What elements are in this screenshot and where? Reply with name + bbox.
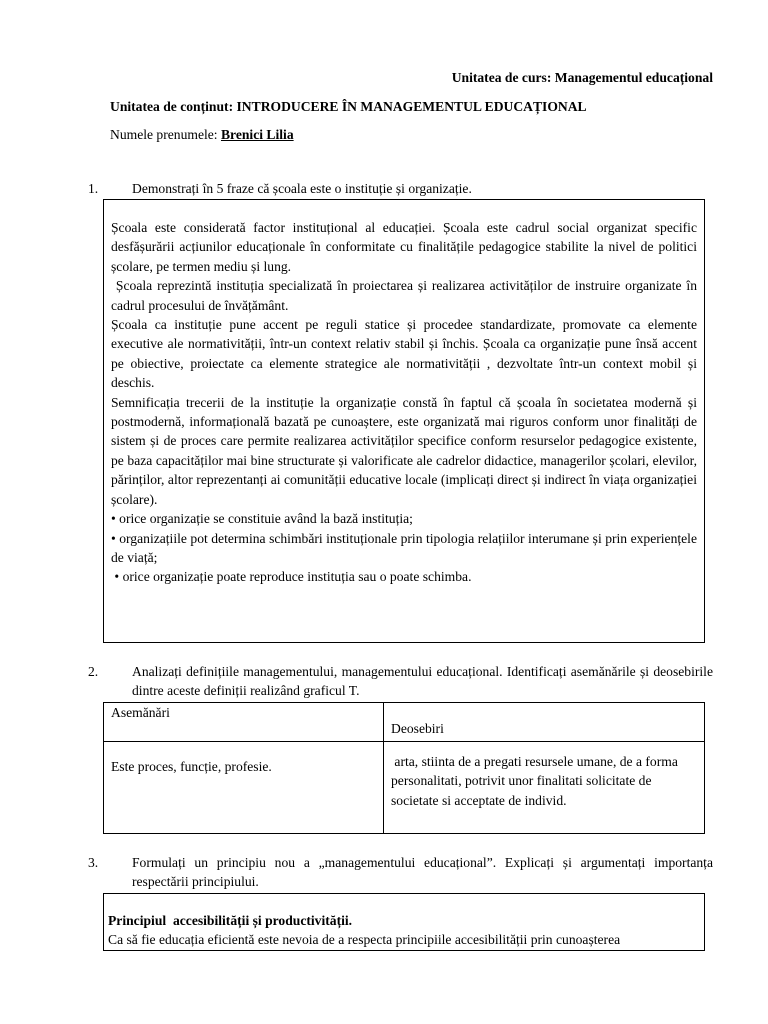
question-1-text: Demonstrați în 5 fraze că școala este o instituție și organizație. bbox=[132, 181, 472, 196]
principle-text: Ca să fie educația eficientă este nevoia de a respecta principiile accesibilității prin cunoașterea bbox=[108, 932, 621, 948]
answer-1-bullet: • orice organizație poate reproduce instituția sau o poate schimba. bbox=[111, 569, 472, 585]
t-chart-header-similarities: Asemănări bbox=[111, 705, 170, 720]
question-1 bbox=[88, 179, 713, 198]
answer-1-box bbox=[103, 199, 705, 643]
t-chart-similarities-value: Este proces, funcție, profesie. bbox=[111, 759, 272, 774]
content-unit-line bbox=[110, 97, 587, 116]
content-unit-value: INTRODUCERE ÎN MANAGEMENTUL EDUCAȚIONAL bbox=[236, 99, 587, 114]
t-chart-differences-value: arta, stiinta de a pregati resursele umane, de a forma personalitati, potrivit unor finalitati solicitate de societate si acceptate de individ. bbox=[391, 754, 682, 808]
answer-1-paragraph: Școala este considerată factor instituțional al educației. Școala este cadrul social organizat specific desfășurării acțiunilor educaționale în conformitate cu finalitățile pedagogice stabilite la nivel de politici școlare, pe termen mediu și lung. bbox=[111, 220, 697, 274]
question-1-number: 1. bbox=[88, 181, 99, 196]
answer-1-paragraph: Școala reprezintă instituția specializată în proiectarea și realizarea activităților de instruire organizate în cadrul procesului de învățământ. bbox=[111, 278, 701, 313]
t-chart-header-divider bbox=[104, 741, 704, 742]
question-2-text: Analizați definițiile managementului, managementului educațional. Identificați asemănările și deosebirile dintre aceste definiții realizând graficul T. bbox=[132, 664, 713, 699]
t-chart-table bbox=[103, 702, 705, 834]
answer-1-bullet: • orice organizație se constituie având la bază instituția; bbox=[111, 511, 413, 527]
question-2-number: 2. bbox=[88, 664, 99, 679]
question-3 bbox=[88, 853, 713, 892]
answer-1-paragraph: Școala ca instituție pune accent pe reguli statice și procedee standardizate, promovate ca elemente executive ale normativității, într-un context relativ stabil și închis. Școala ca organizație pune însă accent pe obiective, proiectate ca elemente strategice ale normativității , dezvoltate într-un context mobil și deschis. bbox=[111, 317, 697, 391]
t-chart-header-differences: Deosebiri bbox=[391, 721, 444, 736]
principle-title: Principiul accesibilității și productivității. bbox=[108, 913, 353, 928]
content-unit-label: Unitatea de conținut: bbox=[110, 99, 234, 114]
answer-1-paragraph: Semnificația trecerii de la instituție la organizație constă în faptul că școala în societatea modernă și postmodernă, informațională bazată pe cunoaștere, este organizată mai riguros conform unor finalități de sistem și de proces care permite realizarea activităților specifice conform resurselor pedagogice existente, pe baza capacităților mai bine structurate și valorificate ale cadrelor didactice, managerilor școlari, elevilor, părinților, altor reprezentanți ai comunității educative locale (implicați direct și indirect în viața organizației școlare). bbox=[111, 394, 697, 507]
question-3-number: 3. bbox=[88, 855, 99, 870]
t-chart-divider bbox=[383, 703, 384, 833]
student-name-label: Numele prenumele: bbox=[110, 127, 218, 142]
course-unit-title: Unitatea de curs: Managementul educațional bbox=[451, 70, 713, 85]
answer-1-bullet: • organizațiile pot determina schimbări instituționale prin tipologia relațiilor interumane și prin experiențele de viață; bbox=[111, 530, 697, 565]
student-name-value: Brenici Lilia bbox=[220, 127, 294, 142]
answer-3-box bbox=[103, 893, 705, 951]
question-2 bbox=[88, 662, 713, 701]
question-3-text: Formulați un principiu nou a „managementului educațional”. Explicați și argumentați importanța respectării principiului. bbox=[132, 855, 713, 890]
student-name-line bbox=[110, 125, 294, 144]
